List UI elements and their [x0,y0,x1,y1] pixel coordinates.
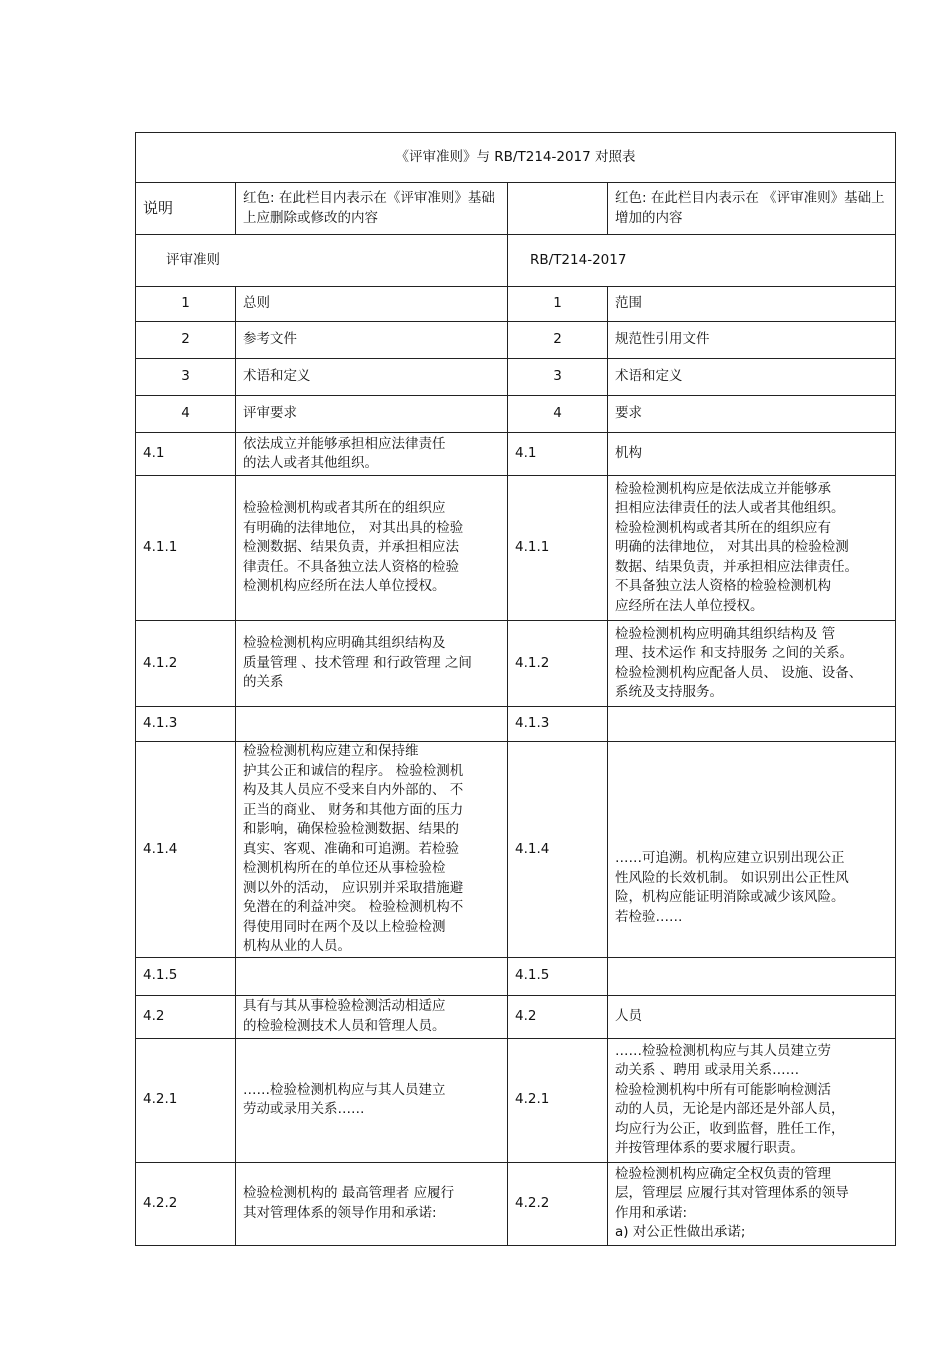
left-clause-number: 2 [136,322,236,359]
right-clause-number: 3 [508,359,608,396]
right-clause-number: 4.1.3 [508,707,608,742]
header-left: 评审准则 [136,235,508,287]
left-clause-number: 1 [136,287,236,322]
left-clause-number: 4.1.1 [136,476,236,621]
left-clause-text: 具有与其从事检验检测活动相适应 的检验检测技术人员和管理人员。 [236,995,508,1038]
table-row [136,1038,896,1162]
table-row [136,1162,896,1245]
right-clause-text [608,707,896,742]
left-clause-text: 术语和定义 [236,359,508,396]
left-clause-text: 总则 [236,287,508,322]
right-clause-number: 4.2 [508,995,608,1038]
right-clause-number: 4.1.1 [508,476,608,621]
table-row [136,322,896,359]
legend-left: 红色: 在此栏目内表示在《评审准则》基础上应删除或修改的内容 [236,183,508,235]
table-row [136,287,896,322]
right-clause-number: 4.1.4 [508,742,608,958]
left-clause-number: 4.1.2 [136,621,236,707]
right-clause-number: 2 [508,322,608,359]
left-clause-text: 检验检测机构应明确其组织结构及 质量管理 、技术管理 和行政管理 之间 的关系 [236,621,508,707]
right-clause-number: 4.1.2 [508,621,608,707]
left-clause-number: 4.1.3 [136,707,236,742]
legend-empty [508,183,608,235]
right-clause-text [608,957,896,995]
left-clause-text [236,957,508,995]
right-clause-text: 术语和定义 [608,359,896,396]
right-clause-number: 4.1 [508,433,608,476]
left-clause-number: 4.1.5 [136,957,236,995]
left-clause-number: 4.2.1 [136,1038,236,1162]
left-clause-number: 4.1 [136,433,236,476]
page-title: 《评审准则》与 RB/T214-2017 对照表 [136,133,896,183]
left-clause-number: 4.2.2 [136,1162,236,1245]
right-clause-text: 检验检测机构应确定全权负责的管理 层，管理层 应履行其对管理体系的领导 作用和承诺: a) 对公正性做出承诺; [608,1162,896,1245]
table-row [136,433,896,476]
left-clause-text [236,707,508,742]
right-clause-text: 检验检测机构应明确其组织结构及 管 理、技术运作 和支持服务 之间的关系。 检验检测机构应配备人员、 设施、设备、 系统及支持服务。 [608,621,896,707]
left-clause-text: 依法成立并能够承担相应法律责任 的法人或者其他组织。 [236,433,508,476]
legend-right: 红色: 在此栏目内表示在 《评审准则》基础上增加的内容 [608,183,896,235]
header-right: RB/T214-2017 [508,235,896,287]
legend-label: 说明 [136,183,236,235]
right-clause-number: 1 [508,287,608,322]
table-row [136,621,896,707]
left-clause-number: 4.1.4 [136,742,236,958]
left-clause-text: 参考文件 [236,322,508,359]
right-clause-text: 规范性引用文件 [608,322,896,359]
right-clause-text: ……可追溯。机构应建立识别出现公正 性风险的长效机制。 如识别出公正性风 险，机构应能证明消除或减少该风险。 若检验…… [608,742,896,958]
right-clause-text: 机构 [608,433,896,476]
table-row [136,742,896,958]
left-clause-text: ……检验检测机构应与其人员建立 劳动或录用关系…… [236,1038,508,1162]
table-row [136,707,896,742]
left-clause-text: 检验检测机构应建立和保持维 护其公正和诚信的程序。 检验检测机 构及其人员应不受来自内外部的、 不 正当的商业、 财务和其他方面的压力 和影响，确保检验检测数据、结果的 真实、客观、准确和可追溯。若检验 检测机构所在的单位还从事检验检 测以外的活动， 应识别并采取措施避 免潜在的利益冲突。 检验检测机构不 得使用同时在两个及以上检验检测 机构从业的人员。 [236,742,508,958]
left-clause-number: 4.2 [136,995,236,1038]
left-clause-text: 检验检测机构或者其所在的组织应 有明确的法律地位， 对其出具的检验 检测数据、结果负责，并承担相应法 律责任。不具备独立法人资格的检验 检测机构应经所在法人单位授权。 [236,476,508,621]
right-clause-text: 范围 [608,287,896,322]
right-clause-number: 4 [508,396,608,433]
table-row [136,396,896,433]
table-row [136,359,896,396]
left-clause-text: 检验检测机构的 最高管理者 应履行 其对管理体系的领导作用和承诺: [236,1162,508,1245]
left-clause-number: 3 [136,359,236,396]
right-clause-number: 4.2.2 [508,1162,608,1245]
left-clause-text: 评审要求 [236,396,508,433]
right-clause-number: 4.1.5 [508,957,608,995]
right-clause-text: 要求 [608,396,896,433]
right-clause-number: 4.2.1 [508,1038,608,1162]
table-row [136,995,896,1038]
comparison-table [135,132,896,1246]
table-row [136,957,896,995]
right-clause-text: 检验检测机构应是依法成立并能够承 担相应法律责任的法人或者其他组织。 检验检测机构或者其所在的组织应有 明确的法律地位， 对其出具的检验检测 数据、结果负责，并承担相应法律责任。 不具备独立法人资格的检验检测机构 应经所在法人单位授权。 [608,476,896,621]
table-row [136,476,896,621]
right-clause-text: 人员 [608,995,896,1038]
left-clause-number: 4 [136,396,236,433]
right-clause-text: ……检验检测机构应与其人员建立劳 动关系 、聘用 或录用关系…… 检验检测机构中所有可能影响检测活 动的人员，无论是内部还是外部人员， 均应行为公正，收到监督，胜任工作， 并按管理体系的要求履行职责。 [608,1038,896,1162]
